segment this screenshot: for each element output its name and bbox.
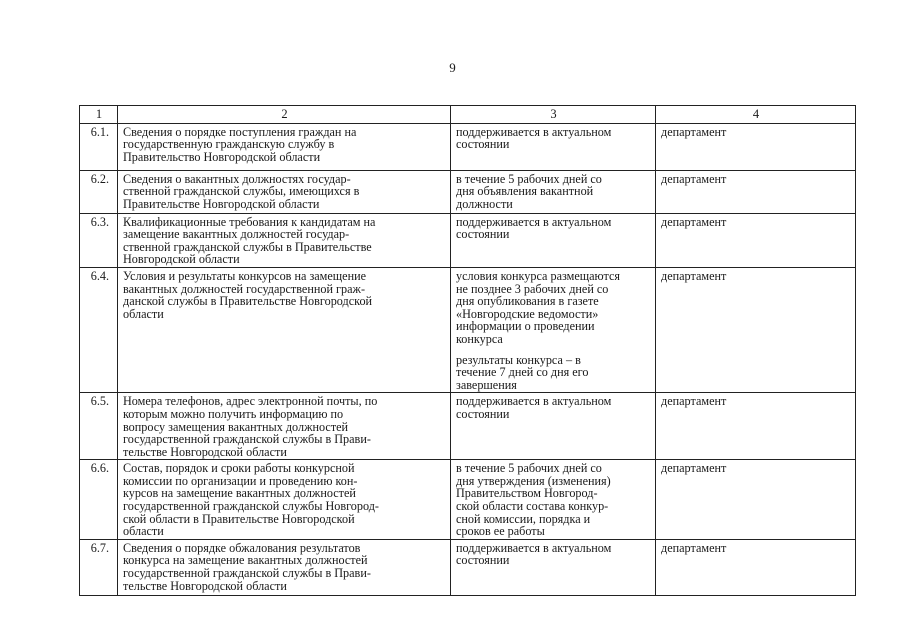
term-line: Правительством Новгород- <box>456 486 598 501</box>
text-line: Сведения о вакантных должностях государ- <box>123 171 351 186</box>
header-col-1: 1 <box>80 106 118 124</box>
row-number: 6.7. <box>80 539 118 595</box>
text-line: данской службы в Правительстве Новгородской <box>123 294 373 309</box>
text-line: замещение вакантных должностей государ- <box>123 227 350 242</box>
term-line: дня объявления вакантной <box>456 184 594 199</box>
text-line: Сведения о порядке обжалования результатов <box>123 540 361 555</box>
term-line: завершения <box>456 377 517 392</box>
row-text <box>118 460 451 540</box>
term-line: сроков ее работы <box>456 524 545 539</box>
term-line: конкурса <box>456 331 503 346</box>
text-line: государственной гражданской службы Новгород- <box>123 499 379 514</box>
term-line: не позднее 3 рабочих дней со <box>456 281 609 296</box>
text-line: области <box>123 306 164 321</box>
term-line: ской области состава конкур- <box>456 499 609 514</box>
term-line: состоянии <box>456 406 510 421</box>
text-line: Номера телефонов, адрес электронной почты, по <box>123 394 378 409</box>
text-line: комиссии по организации и проведению кон- <box>123 473 358 488</box>
table-row <box>80 460 856 540</box>
header-col-2: 2 <box>118 106 451 124</box>
page-number: 9 <box>449 60 456 75</box>
text-line: Сведения о порядке поступления граждан на <box>123 124 357 139</box>
text-line: тельстве Новгородской области <box>123 578 287 593</box>
header-col-3: 3 <box>451 106 656 124</box>
table-row <box>80 393 856 460</box>
row-responsible: департамент <box>656 123 856 170</box>
term-line: условия конкурса размещаются <box>456 268 620 283</box>
table-row <box>80 267 856 392</box>
row-responsible: департамент <box>656 267 856 392</box>
text-line: вакантных должностей государственной граж- <box>123 281 366 296</box>
table-row <box>80 170 856 213</box>
row-text <box>118 213 451 267</box>
text-line: государственной гражданской службы в Прави- <box>123 566 371 581</box>
text-line: ской области в Правительстве Новгородской <box>123 511 355 526</box>
term-line: должности <box>456 196 513 211</box>
term-line: поддерживается в актуальном <box>456 124 612 139</box>
row-text <box>118 123 451 170</box>
term-line: сной комиссии, порядка и <box>456 511 591 526</box>
row-number: 6.4. <box>80 267 118 392</box>
row-number: 6.6. <box>80 460 118 540</box>
row-number: 6.2. <box>80 170 118 213</box>
row-term <box>451 393 656 460</box>
row-text <box>118 539 451 595</box>
text-line: ственной гражданской службы в Правительстве <box>123 239 372 254</box>
text-line: государственной гражданской службы в Прави- <box>123 432 371 447</box>
term-line: информации о проведении <box>456 319 595 334</box>
text-line: области <box>123 524 164 539</box>
header-col-4: 4 <box>656 106 856 124</box>
text-line: конкурса на замещение вакантных должностей <box>123 553 368 568</box>
term-line: дня опубликования в газете <box>456 294 599 309</box>
text-line: вопросу замещения вакантных должностей <box>123 419 349 434</box>
row-number: 6.3. <box>80 213 118 267</box>
text-line: Правительстве Новгородской области <box>123 196 320 211</box>
row-responsible: департамент <box>656 213 856 267</box>
row-text <box>118 393 451 460</box>
term-line: «Новгородские ведомости» <box>456 306 599 321</box>
term-line: в течение 5 рабочих дней со <box>456 461 602 476</box>
row-term <box>451 170 656 213</box>
row-responsible: департамент <box>656 539 856 595</box>
row-responsible: департамент <box>656 460 856 540</box>
term-line: состоянии <box>456 553 510 568</box>
row-number: 6.5. <box>80 393 118 460</box>
row-number: 6.1. <box>80 123 118 170</box>
text-line: которым можно получить информацию по <box>123 406 344 421</box>
term-line: дня утверждения (изменения) <box>456 473 611 488</box>
row-term <box>451 460 656 540</box>
term-line: течение 7 дней со дня его <box>456 365 589 380</box>
term-line: состоянии <box>456 227 510 242</box>
term-line: поддерживается в актуальном <box>456 214 612 229</box>
text-line: Квалификационные требования к кандидатам на <box>123 214 376 229</box>
row-term <box>451 213 656 267</box>
text-line: Условия и результаты конкурсов на замещение <box>123 268 367 283</box>
row-term <box>451 539 656 595</box>
term-line: состоянии <box>456 137 510 152</box>
text-line: Правительство Новгородской области <box>123 149 321 164</box>
document-table <box>79 105 856 596</box>
term-line: поддерживается в актуальном <box>456 394 612 409</box>
row-text <box>118 170 451 213</box>
row-responsible: департамент <box>656 393 856 460</box>
term-line: результаты конкурса – в <box>456 352 581 367</box>
text-line: Новгородской области <box>123 252 240 267</box>
table-row <box>80 123 856 170</box>
text-line: ственной гражданской службы, имеющихся в <box>123 184 360 199</box>
row-text <box>118 267 451 392</box>
table-row <box>80 213 856 267</box>
term-line: поддерживается в актуальном <box>456 540 612 555</box>
header-row <box>80 106 856 124</box>
text-line: Состав, порядок и сроки работы конкурсной <box>123 461 355 476</box>
text-line: государственную гражданскую службу в <box>123 137 335 152</box>
term-line: в течение 5 рабочих дней со <box>456 171 602 186</box>
row-term <box>451 123 656 170</box>
term-results <box>456 354 651 392</box>
text-line: курсов на замещение вакантных должностей <box>123 486 356 501</box>
table-row <box>80 539 856 595</box>
row-term <box>451 267 656 392</box>
text-line: тельстве Новгородской области <box>123 444 287 459</box>
row-responsible: департамент <box>656 170 856 213</box>
